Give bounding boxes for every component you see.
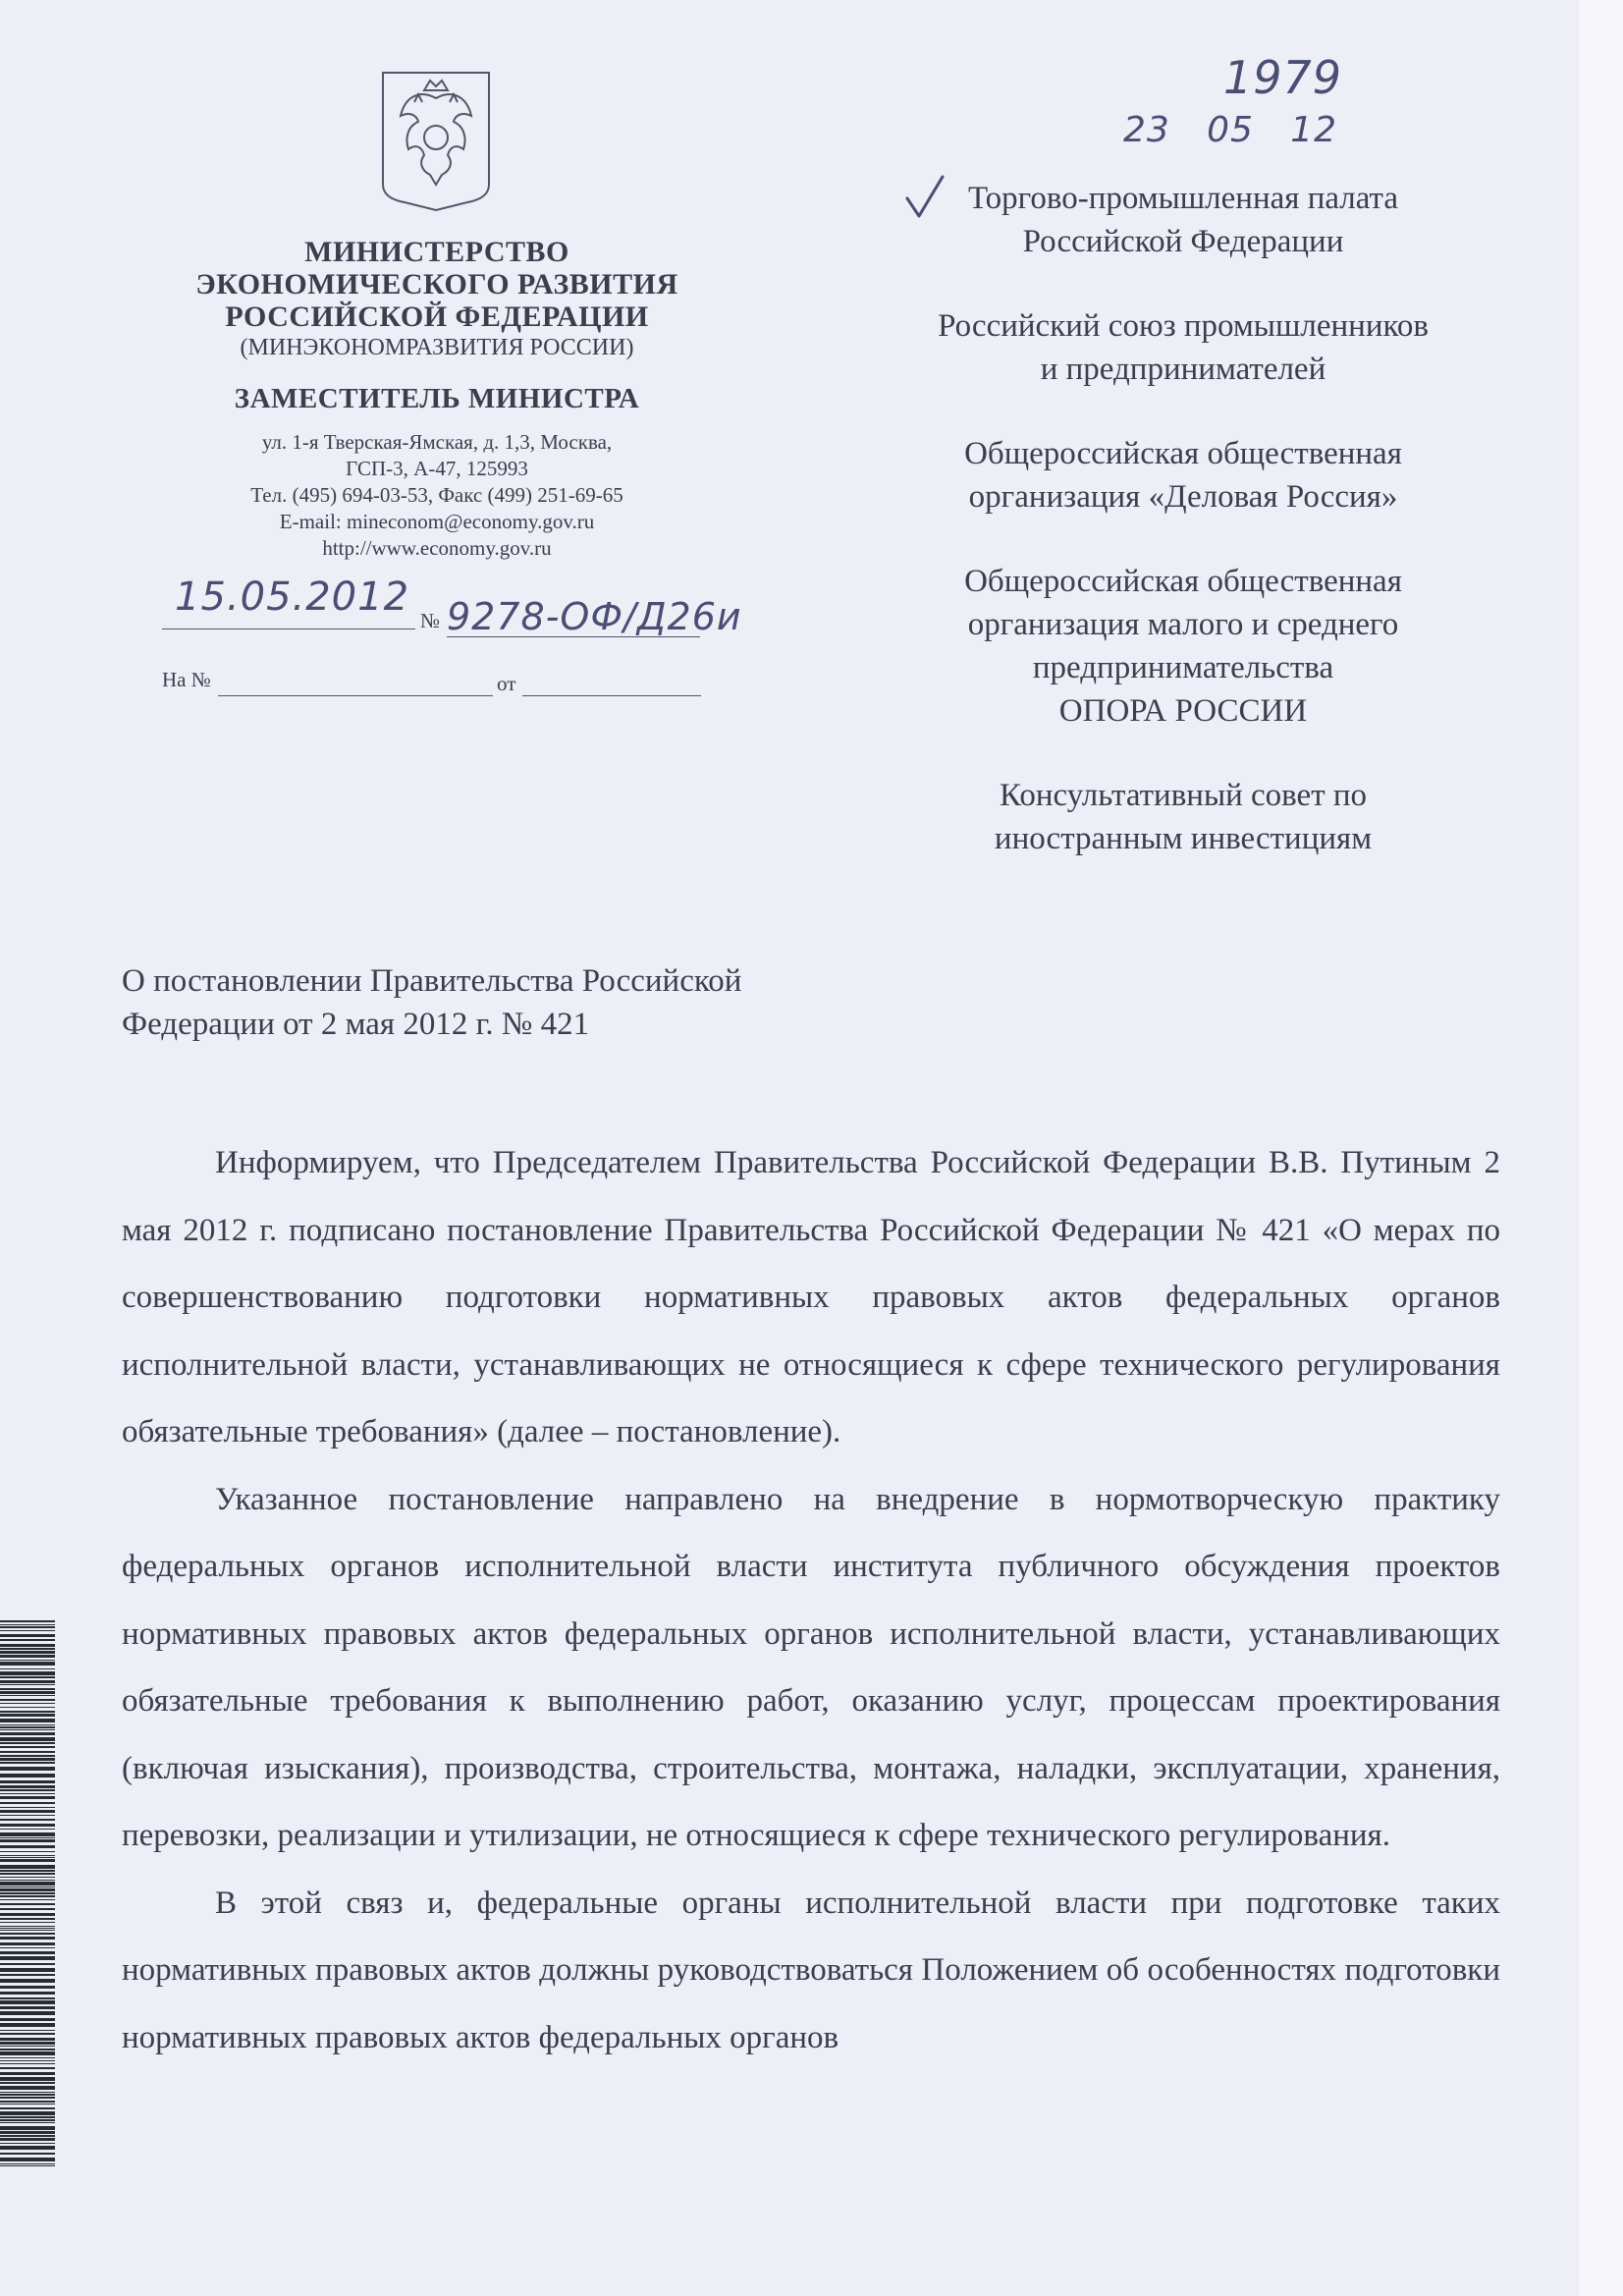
barcode-stripe xyxy=(0,1624,55,1625)
barcode-stripe xyxy=(0,1979,55,1983)
barcode-stripe xyxy=(0,2086,55,2090)
addressee-5: Консультативный совет по иностранным инвестициям xyxy=(994,778,1373,856)
barcode-stripe xyxy=(0,1751,55,1753)
barcode-stripe xyxy=(0,1882,55,1886)
barcode-stripe xyxy=(0,1892,55,1894)
barcode-stripe xyxy=(0,2077,55,2081)
barcode-stripe xyxy=(0,1895,55,1897)
phone-line: Тел. (495) 694-03-53, Факс (499) 251-69-65 xyxy=(250,483,623,507)
barcode-stripe xyxy=(0,2138,55,2141)
barcode-stripe xyxy=(0,1824,55,1827)
barcode-stripe xyxy=(0,1703,55,1704)
barcode-stripe xyxy=(0,1968,55,1972)
barcode-stripe xyxy=(0,1755,55,1757)
barcode-stripe xyxy=(0,1837,55,1838)
barcode-stripe xyxy=(0,2038,55,2041)
barcode-stripe xyxy=(0,2126,55,2130)
barcode-stripe xyxy=(0,1676,55,1678)
barcode-stripe xyxy=(0,1711,55,1713)
addressee-1: Торгово-промышленная палата Российской Федерации xyxy=(967,181,1399,259)
barcode-stripe xyxy=(0,1767,55,1771)
barcode-stripe xyxy=(0,1671,55,1675)
barcode-stripe xyxy=(0,1651,55,1654)
barcode-stripe xyxy=(0,1724,55,1725)
barcode-stripe xyxy=(0,1762,55,1764)
barcode-stripe xyxy=(0,2146,55,2150)
barcode-stripe xyxy=(0,1855,55,1856)
barcode-stripe xyxy=(0,1942,55,1945)
barcode-stripe xyxy=(0,1918,55,1920)
barcode-stripe xyxy=(0,2042,55,2045)
addressee-2: Российский союз промышленников и предпринимателей xyxy=(938,308,1429,387)
barcode-stripe xyxy=(0,1880,55,1881)
barcode-stripe xyxy=(0,1691,55,1694)
barcode-stripe xyxy=(0,2092,55,2093)
barcode-stripe xyxy=(0,2119,55,2121)
ministry-name-line1: МИНИСТЕРСТВО xyxy=(304,236,569,268)
barcode-stripe xyxy=(0,1732,55,1735)
barcode-stripe xyxy=(0,2165,55,2166)
barcode-stripe xyxy=(0,1796,55,1799)
barcode-stripe xyxy=(0,1913,55,1916)
barcode-stripe xyxy=(0,2060,55,2061)
barcode-stripe xyxy=(0,1870,55,1872)
letter-body xyxy=(122,1129,1500,2071)
barcode-stripe xyxy=(0,2122,55,2123)
barcode-stripe xyxy=(0,2094,55,2096)
barcode-stripe xyxy=(0,1802,55,1804)
barcode-stripe xyxy=(0,1851,55,1852)
letter-subject xyxy=(122,959,907,1046)
barcode-stripe xyxy=(0,2018,55,2021)
barcode-stripe xyxy=(0,2153,55,2155)
barcode-stripe xyxy=(0,2097,55,2099)
barcode-stripe xyxy=(0,1707,55,1708)
barcode-stripe xyxy=(0,1758,55,1761)
barcode-stripe xyxy=(0,1992,55,1995)
barcode-stripe xyxy=(0,2063,55,2064)
barcode-stripe xyxy=(0,1857,55,1858)
incoming-number: 1979 xyxy=(1223,51,1343,104)
barcode-stripe xyxy=(0,1845,55,1848)
barcode-stripe xyxy=(0,1780,55,1783)
body-paragraph-2: Указанное постановление направлено на внедрение в нормотворческую практику федеральных органов исполнительной власти института публичного обсуждения проектов нормативных правовых актов федеральных органов исполнительной власти, устанавливающих обязательные требования к выполнению работ, оказанию услуг, процессам проектирования (включая изыскания), производства, строительства, монтажа, наладки, эксплуатации, хранения, перевозки, реализации и утилизации, не относящиеся к сфере технического регулирования. xyxy=(122,1481,1500,1853)
barcode-stripe xyxy=(0,1865,55,1869)
barcode-stripe xyxy=(0,1839,55,1842)
coat-of-arms-icon xyxy=(379,69,493,212)
barcode-stripe xyxy=(0,1668,55,1669)
barcode-stripe xyxy=(0,1684,55,1685)
barcode-stripe xyxy=(0,1886,55,1887)
barcode-stripe xyxy=(0,1963,55,1965)
barcode-stripe xyxy=(0,2163,55,2164)
barcode-stripe xyxy=(0,2006,55,2009)
barcode-stripe xyxy=(0,1951,55,1954)
subject-line1: О постановлении Правительства Российской xyxy=(122,963,742,999)
address-line1: ул. 1-я Тверская-Ямская, д. 1,3, Москва, xyxy=(261,430,613,454)
ministry-name-line3: РОССИЙСКОЙ ФЕДЕРАЦИИ xyxy=(225,301,649,333)
handwritten-outgoing-number: 9278-ОФ/Д26и xyxy=(447,595,742,638)
barcode-stripe xyxy=(0,1832,55,1836)
barcode-stripe xyxy=(0,1810,55,1813)
subject-line2: Федерации от 2 мая 2012 г. № 421 xyxy=(122,1007,590,1042)
barcode-stripe xyxy=(0,1873,55,1875)
barcode-stripe xyxy=(0,2116,55,2118)
barcode-stripe xyxy=(0,1774,55,1777)
barcode-stripe xyxy=(0,2082,55,2084)
barcode-stripe xyxy=(0,1626,55,1628)
body-paragraph-3: В этой связ и, федеральные органы исполнительной власти при подготовке таких нормативных правовых актов должны руководствоваться Положением об особенностях подготовки нормативных правовых актов федеральных органов xyxy=(122,1885,1500,2055)
barcode-stripe xyxy=(0,1746,55,1748)
barcode-stripe xyxy=(0,2049,55,2050)
barcode-stripe xyxy=(0,1789,55,1791)
address-line2: ГСП-3, А-47, 125993 xyxy=(346,457,528,480)
barcode-stripe xyxy=(0,2143,55,2144)
reply-to-label: На № xyxy=(162,668,211,691)
barcode-stripe xyxy=(0,1655,55,1658)
barcode-stripe xyxy=(0,1785,55,1788)
barcode-stripe xyxy=(0,1815,55,1816)
barcode-stripe xyxy=(0,1877,55,1878)
addressee-list xyxy=(864,177,1502,902)
barcode-stripe xyxy=(0,1695,55,1696)
website-line: http://www.economy.gov.ru xyxy=(322,536,552,560)
barcode-icon xyxy=(0,1620,57,2170)
barcode-stripe xyxy=(0,2072,55,2075)
barcode-stripe xyxy=(0,1926,55,1927)
barcode-stripe xyxy=(0,1648,55,1650)
barcode-stripe xyxy=(0,1928,55,1929)
barcode-stripe xyxy=(0,2111,55,2115)
barcode-stripe xyxy=(0,1742,55,1744)
barcode-stripe xyxy=(0,2104,55,2105)
barcode-stripe xyxy=(0,2067,55,2069)
barcode-stripe xyxy=(0,2057,55,2058)
barcode-stripe xyxy=(0,1899,55,1900)
ministry-abbreviation: (МИНЭКОНОМРАЗВИТИЯ РОССИИ) xyxy=(240,335,634,360)
barcode-stripe xyxy=(0,1660,55,1661)
barcode-stripe xyxy=(0,1793,55,1794)
barcode-stripe xyxy=(0,1903,55,1905)
barcode-stripe xyxy=(0,1630,55,1631)
body-paragraph-1: Информируем, что Председателем Правительства Российской Федерации В.В. Путиным 2 мая 2012 г. подписано постановление Правительства Российской Федерации № 421 «О мерах по совершенствованию подготовки нормативных правовых актов федеральных органов исполнительной власти, устанавливающих не относящиеся к сфере технического регулирования обязательные требования» (далее – постановление). xyxy=(122,1145,1500,1449)
barcode-stripe xyxy=(0,1974,55,1976)
barcode-stripe xyxy=(0,2131,55,2134)
barcode-stripe xyxy=(0,1997,55,1999)
barcode-stripe xyxy=(0,1829,55,1830)
barcode-stripe xyxy=(0,1726,55,1728)
reply-number-line xyxy=(218,695,493,696)
barcode-stripe xyxy=(0,2135,55,2137)
barcode-stripe xyxy=(0,2011,55,2015)
barcode-stripe xyxy=(0,2101,55,2103)
outgoing-number-sign: № xyxy=(420,609,441,632)
barcode-stripe xyxy=(0,1933,55,1935)
barcode-stripe xyxy=(0,2107,55,2109)
barcode-stripe xyxy=(0,2158,55,2161)
barcode-stripe xyxy=(0,2033,55,2035)
barcode-stripe xyxy=(0,1819,55,1821)
barcode-stripe xyxy=(0,2030,55,2031)
barcode-stripe xyxy=(0,1639,55,1641)
contact-block xyxy=(147,429,727,562)
ministry-name-line2: ЭКОНОМИЧЕСКОГО РАЗВИТИЯ xyxy=(195,268,678,301)
letterhead xyxy=(147,236,727,562)
barcode-stripe xyxy=(0,2046,55,2047)
number-underline xyxy=(447,636,700,637)
barcode-stripe xyxy=(0,2051,55,2055)
barcode-stripe xyxy=(0,1947,55,1948)
barcode-stripe xyxy=(0,1714,55,1717)
barcode-stripe xyxy=(0,1937,55,1940)
scan-margin xyxy=(1579,0,1623,2296)
barcode-stripe xyxy=(0,2000,55,2004)
barcode-stripe xyxy=(0,2023,55,2027)
barcode-stripe xyxy=(0,1956,55,1960)
barcode-stripe xyxy=(0,1888,55,1891)
barcode-stripe xyxy=(0,1688,55,1690)
addressee-4: Общероссийская общественная организация малого и среднего предпринимательства ОПОРА РОССИИ xyxy=(964,564,1402,729)
barcode-stripe xyxy=(0,1922,55,1923)
incoming-date: 23 05 12 xyxy=(1123,110,1338,150)
deputy-minister-title: ЗАМЕСТИТЕЛЬ МИНИСТРА xyxy=(234,383,640,414)
barcode-stripe xyxy=(0,1634,55,1637)
barcode-stripe xyxy=(0,1719,55,1722)
barcode-stripe xyxy=(0,1986,55,1989)
handwritten-date: 15.05.2012 xyxy=(175,574,410,620)
addressee-3: Общероссийская общественная организация «Деловая Россия» xyxy=(964,436,1402,515)
barcode-stripe xyxy=(0,1859,55,1862)
barcode-stripe xyxy=(0,1644,55,1647)
reply-date-line xyxy=(522,695,701,696)
barcode-stripe xyxy=(0,1699,55,1701)
email-line: E-mail: mineconom@economy.gov.ru xyxy=(279,510,595,533)
barcode-stripe xyxy=(0,1620,55,1622)
barcode-stripe xyxy=(0,1930,55,1931)
barcode-stripe xyxy=(0,1737,55,1741)
barcode-stripe xyxy=(0,1662,55,1666)
reply-from-label: от xyxy=(497,672,516,695)
barcode-stripe xyxy=(0,1680,55,1683)
barcode-stripe xyxy=(0,1807,55,1808)
barcode-stripe xyxy=(0,1729,55,1730)
barcode-stripe xyxy=(0,1908,55,1910)
